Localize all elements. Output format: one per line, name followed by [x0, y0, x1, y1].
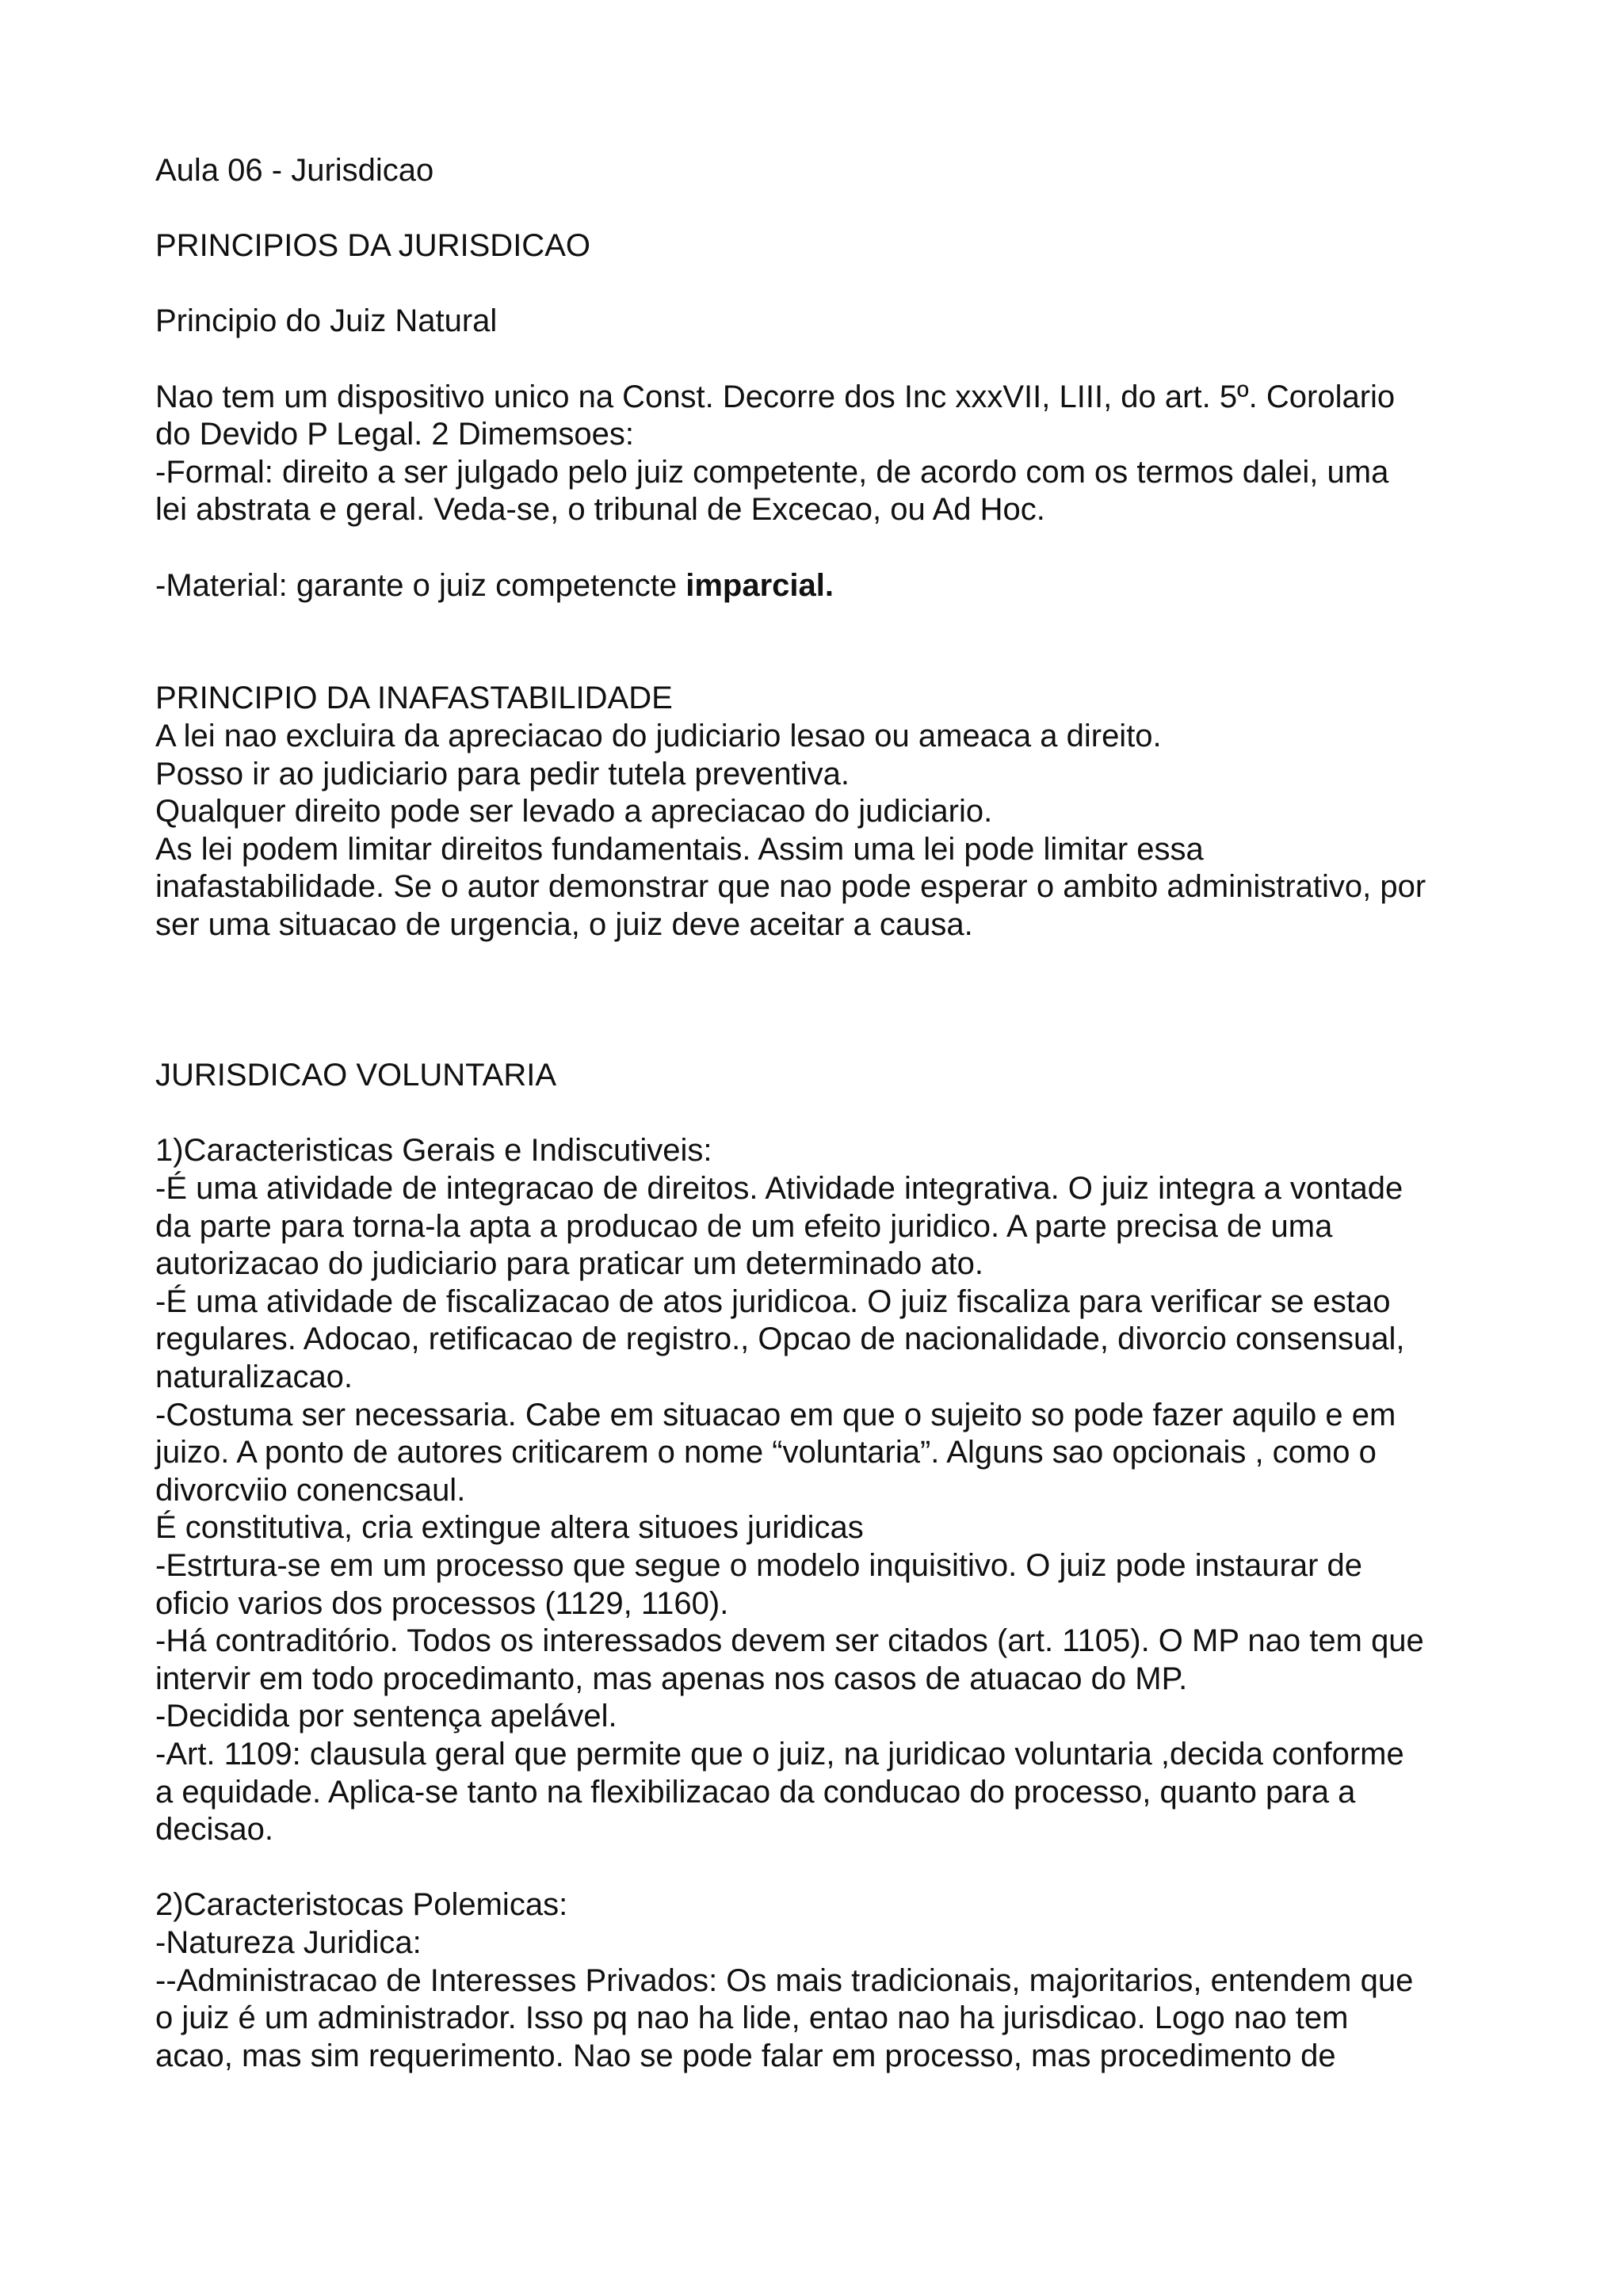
text-line: decisao.	[155, 1812, 273, 1848]
text-line: -Costuma ser necessaria. Cabe em situacao em que o sujeito so pode fazer aquilo e em	[155, 1397, 1396, 1432]
text-line: acao, mas sim requerimento. Nao se pode falar em processo, mas procedimento de	[155, 2038, 1336, 2073]
text-line: É constitutiva, cria extingue altera situoes juridicas	[155, 1510, 864, 1546]
text-line: do Devido P Legal. 2 Dimemsoes:	[155, 417, 635, 452]
text-line: ser uma situacao de urgencia, o juiz deve aceitar a causa.	[155, 906, 973, 942]
text-line: juizo. A ponto de autores criticarem o nome “voluntaria”. Alguns sao opcionais , como o	[155, 1435, 1377, 1470]
document-title: Aula 06 - Jurisdicao	[155, 153, 434, 188]
text-line: -É uma atividade de fiscalizacao de atos juridicoa. O juiz fiscaliza para verificar se estao	[155, 1283, 1391, 1319]
text-line: 2)Caracteristocas Polemicas:	[155, 1887, 568, 1923]
spacer	[155, 529, 1503, 567]
text-line: -Decidida por sentença apelável.	[155, 1699, 617, 1734]
text-line: -Há contraditório. Todos os interessados devem ser citados (art. 1105). O MP nao tem que	[155, 1623, 1424, 1659]
text-line: As lei podem limitar direitos fundamentais. Assim uma lei pode limitar essa	[155, 831, 1204, 867]
spacer	[155, 944, 1503, 1057]
subheading-juiz-natural: Principio do Juiz Natural	[155, 303, 498, 339]
text-line: -Formal: direito a ser julgado pelo juiz competente, de acordo com os termos dalei, uma	[155, 454, 1389, 490]
spacer	[155, 341, 1503, 379]
text-line: o juiz é um administrador. Isso pq nao ha lide, entao nao ha jurisdicao. Logo nao tem	[155, 2000, 1349, 2036]
spacer	[155, 190, 1503, 228]
text-line: 1)Caracteristicas Gerais e Indiscutiveis:	[155, 1133, 712, 1169]
text-line: inafastabilidade. Se o autor demonstrar que nao pode esperar o ambito administrativo, por	[155, 869, 1426, 905]
text-line: autorizacao do judiciario para praticar um determinado ato.	[155, 1246, 984, 1282]
section-heading-inafastabilidade: PRINCIPIO DA INAFASTABILIDADE	[155, 681, 673, 716]
text-line: -Art. 1109: clausula geral que permite que o juiz, na juridicao voluntaria ,decida conforme	[155, 1736, 1404, 1772]
text-line: divorcviio conencsaul.	[155, 1472, 466, 1508]
text-line: Qualquer direito pode ser levado a apreciacao do judiciario.	[155, 794, 993, 830]
text-line: A lei nao excluira da apreciacao do judiciario lesao ou ameaca a direito.	[155, 718, 1162, 753]
spacer	[155, 1849, 1503, 1887]
text-line: Posso ir ao judiciario para pedir tutela preventiva.	[155, 756, 850, 791]
text-line: a equidade. Aplica-se tanto na flexibilizacao da conducao do processo, quanto para a	[155, 1774, 1356, 1810]
section-heading-voluntaria: JURISDICAO VOLUNTARIA	[155, 1058, 556, 1093]
text-line: --Administracao de Interesses Privados: Os mais tradicionais, majoritarios, entendem que	[155, 1962, 1414, 1998]
material-bold: imparcial.	[685, 567, 834, 603]
document-page	[155, 152, 1503, 2075]
text-line: -Natureza Juridica:	[155, 1924, 422, 1960]
spacer	[155, 265, 1503, 303]
section-heading-principios: PRINCIPIOS DA JURISDICAO	[155, 228, 590, 264]
spacer	[155, 605, 1503, 680]
text-line: regulares. Adocao, retificacao de registro., Opcao de nacionalidade, divorcio consensual,	[155, 1322, 1405, 1357]
text-line: intervir em todo procedimanto, mas apenas nos casos de atuacao do MP.	[155, 1661, 1188, 1696]
spacer	[155, 1095, 1503, 1133]
text-line: naturalizacao.	[155, 1360, 353, 1395]
text-line: -Estrtura-se em um processo que segue o modelo inquisitivo. O juiz pode instaurar de	[155, 1547, 1362, 1583]
text-line: Nao tem um dispositivo unico na Const. Decorre dos Inc xxxVII, LIII, do art. 5º. Corolario	[155, 379, 1396, 414]
material-line	[155, 567, 1503, 605]
text-line: da parte para torna-la apta a producao de um efeito juridico. A parte precisa de uma	[155, 1208, 1333, 1244]
text-line: -É uma atividade de integracao de direitos. Atividade integrativa. O juiz integra a vontade	[155, 1171, 1403, 1207]
text-line: oficio varios dos processos (1129, 1160).	[155, 1585, 729, 1621]
text-line: lei abstrata e geral. Veda-se, o tribunal de Excecao, ou Ad Hoc.	[155, 492, 1045, 528]
material-prefix: -Material: garante o juiz competencte	[155, 567, 686, 603]
